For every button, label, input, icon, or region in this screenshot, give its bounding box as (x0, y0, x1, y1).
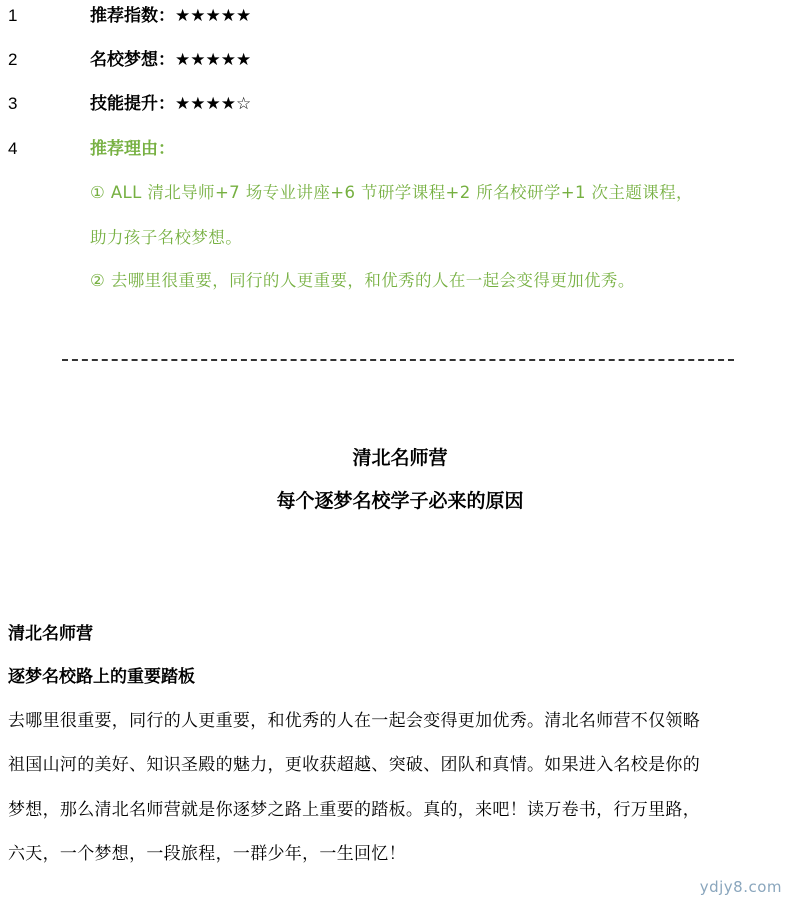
sub-title: 每个逐梦名校学子必来的原因 (276, 490, 524, 512)
main-title: 清北名师营 (352, 447, 448, 469)
list-number: 3 (8, 94, 18, 113)
reason-line-1: ① ALL 清北导师+7 场专业讲座+6 节研学课程+2 所名校研学+1 次主题课程， (90, 183, 693, 202)
paragraph-line-2: 祖国山河的美好、知识圣殿的魅力，更收获超越、突破、团队和真情。如果进入名校是你的 (8, 755, 700, 775)
reason-line-2: 助力孩子名校梦想。 (90, 228, 243, 247)
paragraph-line-4: 六天，一个梦想，一段旅程，一群少年，一生回忆！ (8, 844, 406, 864)
reason-heading: 推荐理由： (90, 139, 175, 159)
section-heading-2: 逐梦名校路上的重要踏板 (8, 667, 195, 687)
recommend-index: 推荐指数：★★★★★ (90, 6, 252, 26)
skill-rating: 技能提升：★★★★☆ (90, 94, 252, 114)
paragraph-line-3: 梦想，那么清北名师营就是你逐梦之路上重要的踏板。真的，来吧！读万卷书，行万里路， (8, 800, 700, 820)
dashed-divider (62, 359, 734, 361)
list-number: 1 (8, 6, 18, 25)
watermark: ydjy8.com (699, 878, 782, 896)
list-number: 4 (8, 139, 18, 158)
paragraph-line-1: 去哪里很重要，同行的人更重要，和优秀的人在一起会变得更加优秀。清北名师营不仅领略 (8, 711, 700, 731)
section-heading-1: 清北名师营 (8, 624, 93, 644)
reason-line-3: ② 去哪里很重要，同行的人更重要，和优秀的人在一起会变得更加优秀。 (90, 271, 635, 290)
dream-rating: 名校梦想：★★★★★ (90, 50, 252, 70)
list-number: 2 (8, 50, 18, 69)
